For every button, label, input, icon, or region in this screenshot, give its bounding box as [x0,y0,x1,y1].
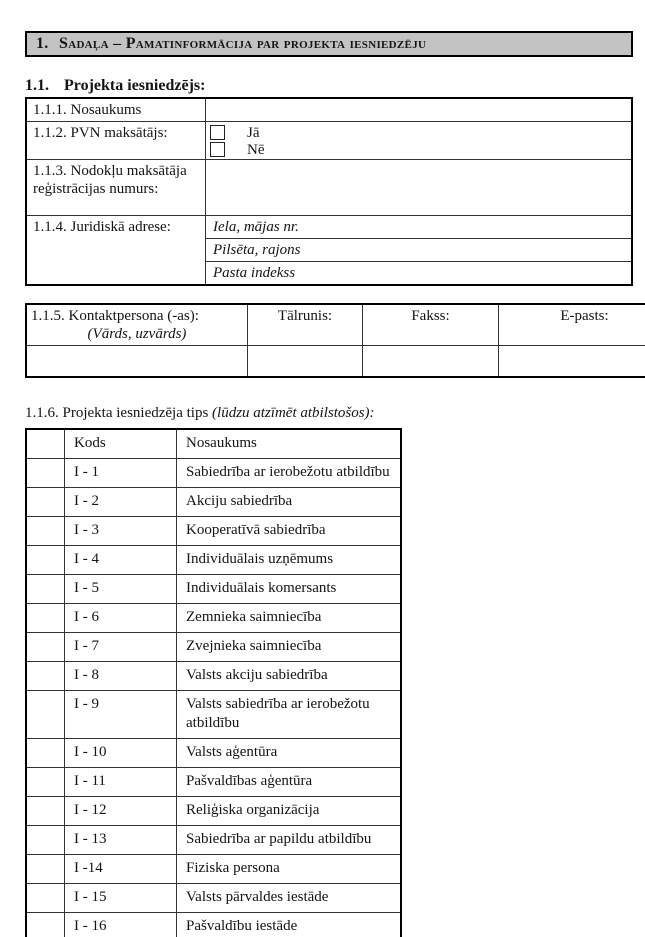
kontaktpersona-sublabel: (Vārds, uzvārds) [87,326,187,342]
nosaukums-label: 1.1.1. Nosaukums [26,98,206,122]
epasts-input-cell[interactable] [499,346,645,378]
table-row [26,884,401,913]
type-code: I - 8 [65,662,177,691]
type-code: I - 9 [65,691,177,739]
applicant-type-table [25,428,402,937]
section-1-header [25,31,633,57]
subsection-title: Projekta iesniedzējs: [64,77,206,94]
type-name: Fiziska persona [177,855,402,884]
pvn-yes-option [206,124,631,141]
fakss-input-cell[interactable] [363,346,499,378]
type-code: I - 13 [65,826,177,855]
table-row [26,216,632,239]
section-title: Sadaļa – Pamatinformācija par projekta iesniedzēju [59,35,427,52]
type-checkbox-cell-i15[interactable] [26,884,65,913]
table-header-row [26,429,401,459]
type-code: I - 1 [65,459,177,488]
type-code: I - 10 [65,739,177,768]
table-row [26,160,632,216]
table-row [26,633,401,662]
table-row [26,913,401,937]
kontaktpersona-label: 1.1.5. Kontaktpersona (-as): [31,308,199,324]
table-row [26,575,401,604]
adrese-street-input-cell[interactable]: Iela, mājas nr. [206,216,633,239]
type-name: Pašvaldību iestāde [177,913,402,937]
type-checkbox-cell-i2[interactable] [26,488,65,517]
type-name: Reliģiska organizācija [177,797,402,826]
type-name: Valsts pārvaldes iestāde [177,884,402,913]
type-checkbox-cell-i16[interactable] [26,913,65,937]
table-row [26,855,401,884]
table-header-row [26,304,645,346]
type-code: I - 15 [65,884,177,913]
type-checkbox-cell-i6[interactable] [26,604,65,633]
type-name: Zvejnieka saimniecība [177,633,402,662]
type-code: I - 3 [65,517,177,546]
type-code: I - 12 [65,797,177,826]
applicant-type-heading-main: 1.1.6. Projekta iesniedzēja tips [25,405,213,421]
table-row [26,691,401,739]
adrese-city-input-cell[interactable]: Pilsēta, rajons [206,239,633,262]
type-checkbox-cell-i3[interactable] [26,517,65,546]
type-name: Sabiedrība ar ierobežotu atbildību [177,459,402,488]
table-row [26,797,401,826]
type-name: Pašvaldības aģentūra [177,768,402,797]
table-row [26,662,401,691]
applicant-info-table [25,97,633,286]
kods-header: Kods [65,429,177,459]
table-row [26,739,401,768]
nodoklu-input-cell[interactable] [206,160,633,216]
epasts-header: E-pasts: [499,304,645,346]
type-code: I - 16 [65,913,177,937]
talrunis-input-cell[interactable] [248,346,363,378]
type-code: I - 6 [65,604,177,633]
type-name: Zemnieka saimniecība [177,604,402,633]
type-code: I - 7 [65,633,177,662]
type-checkbox-cell-i9[interactable] [26,691,65,739]
nodoklu-label: 1.1.3. Nodokļu maksātāja reģistrācijas numurs: [26,160,206,216]
adrese-label: 1.1.4. Juridiskā adrese: [26,216,206,286]
type-name: Valsts sabiedrība ar ierobežotu atbildību [177,691,402,739]
table-row [26,459,401,488]
section-number: 1. [36,35,49,52]
type-mark-header-cell [26,429,65,459]
adrese-postal-input-cell[interactable]: Pasta indekss [206,262,633,286]
type-code: I - 5 [65,575,177,604]
type-name: Valsts akciju sabiedrība [177,662,402,691]
table-row [26,488,401,517]
type-name: Valsts aģentūra [177,739,402,768]
table-row [26,346,645,378]
type-code: I -14 [65,855,177,884]
table-row [26,826,401,855]
kontaktpersona-input-cell[interactable] [26,346,248,378]
type-checkbox-cell-i12[interactable] [26,797,65,826]
table-row [26,122,632,160]
kontaktpersona-header-cell [26,304,248,346]
table-row [26,604,401,633]
table-row [26,98,632,122]
nosaukums-input-cell[interactable] [206,98,633,122]
applicant-type-heading [25,405,633,421]
type-checkbox-cell-i5[interactable] [26,575,65,604]
pvn-yes-label: Jā [247,124,260,141]
nosaukums-header: Nosaukums [177,429,402,459]
type-checkbox-cell-i4[interactable] [26,546,65,575]
applicant-type-heading-note: (lūdzu atzīmēt atbilstošos): [212,405,375,421]
type-code: I - 4 [65,546,177,575]
table-row [26,546,401,575]
type-name: Akciju sabiedrība [177,488,402,517]
type-name: Sabiedrība ar papildu atbildību [177,826,402,855]
type-code: I - 2 [65,488,177,517]
type-checkbox-cell-i14[interactable] [26,855,65,884]
type-name: Individuālais uzņēmums [177,546,402,575]
subsection-number: 1.1. [25,77,49,94]
pvn-yes-checkbox[interactable] [210,125,225,140]
type-checkbox-cell-i13[interactable] [26,826,65,855]
table-row [26,517,401,546]
pvn-no-checkbox[interactable] [210,142,225,157]
contact-person-table [25,303,645,378]
type-checkbox-cell-i1[interactable] [26,459,65,488]
type-checkbox-cell-i10[interactable] [26,739,65,768]
subsection-1-1-heading [25,78,633,94]
fakss-header: Fakss: [363,304,499,346]
type-name: Kooperatīvā sabiedrība [177,517,402,546]
type-checkbox-cell-i11[interactable] [26,768,65,797]
pvn-label: 1.1.2. PVN maksātājs: [26,122,206,160]
type-code: I - 11 [65,768,177,797]
type-checkbox-cell-i7[interactable] [26,633,65,662]
type-name: Individuālais komersants [177,575,402,604]
table-row [26,768,401,797]
pvn-no-label: Nē [247,141,265,158]
pvn-no-option [206,141,631,158]
type-checkbox-cell-i8[interactable] [26,662,65,691]
talrunis-header: Tālrunis: [248,304,363,346]
